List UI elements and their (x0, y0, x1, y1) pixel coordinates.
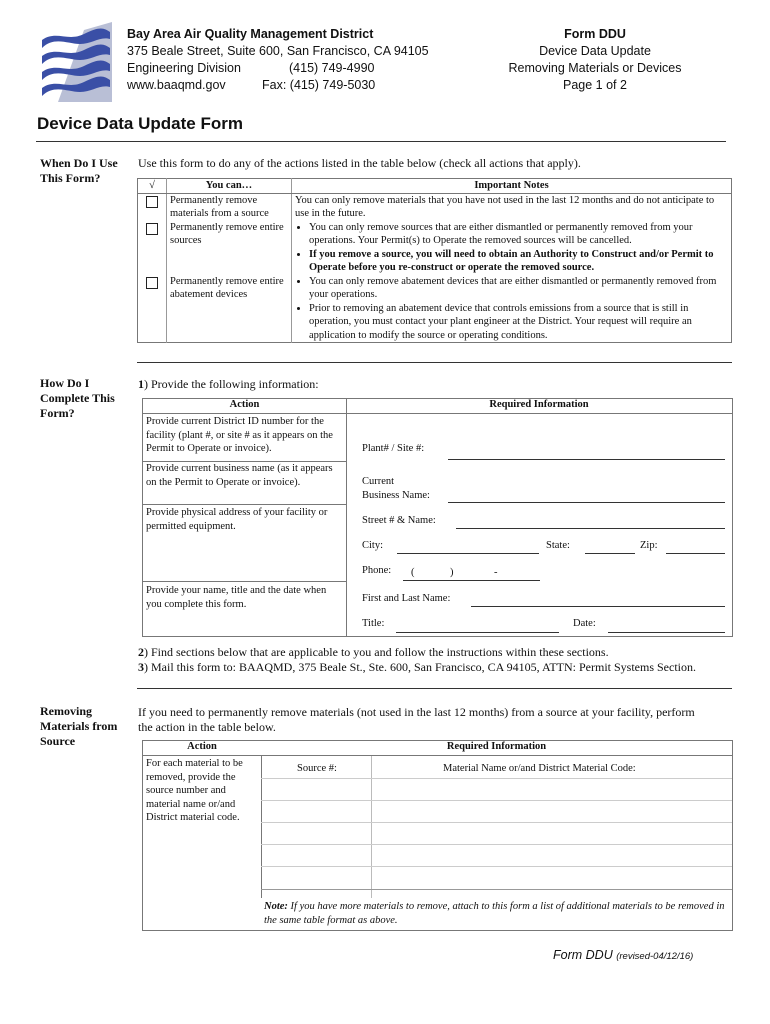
material-row-line[interactable] (261, 822, 732, 823)
phone-dash: - (494, 567, 498, 578)
note-bullet: • Prior to removing an abatement device that controls emissions from a source that is still in operation, you must contact your plant engineer at the District. Your request will require an application to modify the source or operating conditions. (309, 302, 728, 343)
org-address: 375 Beale Street, Suite 600, San Francisco, CA 94105 (127, 44, 429, 58)
step-1: 1) Provide the following information: (138, 377, 319, 391)
step-2: 2) Find sections below that are applicable to you and follow the instructions within these sections. (138, 645, 609, 659)
action-name-title: Provide your name, title and the date when you complete this form. (146, 585, 327, 610)
full-name-label: First and Last Name: (362, 593, 451, 604)
action-remove-materials: Permanently remove materials from a source (167, 193, 292, 221)
action-remove-sources: Permanently remove entire sources (167, 221, 292, 275)
materials-note: Note: If you have more materials to remove, attach to this form a list of additional materials to be removed in the same table format as above. (264, 901, 725, 926)
check-column-header: √ (138, 179, 167, 194)
note-bullet: • You can only remove sources that are either dismantled or permanently removed from your operations. Your Permit(s) to Operate the removed sources will be cancelled. (309, 221, 728, 248)
page-number: Page 1 of 2 (563, 78, 627, 92)
source-number-label: Source #: (297, 763, 337, 774)
note-bullet-warning: • If you remove a source, you will need to obtain an Authority to Construct and/or Permit to Operate before you re-construct or operate the removed source. (309, 248, 728, 275)
required-column-header: Required Information (346, 399, 732, 414)
street-field[interactable] (456, 528, 725, 529)
material-row-line[interactable] (261, 866, 732, 867)
material-code-label: Material Name or/and District Material Code: (443, 763, 636, 774)
job-title-label: Title: (362, 618, 385, 629)
street-label: Street # & Name: (362, 515, 436, 526)
required-column-header: Required Information (261, 741, 732, 756)
section-when-heading: When Do I Use This Form? (40, 156, 118, 185)
date-field[interactable] (608, 632, 725, 633)
website: www.baaqmd.gov (127, 78, 226, 92)
date-label: Date: (573, 618, 596, 629)
note-bullet: • You can only remove abatement devices that are either dismantled or permanently removed from your operations. (309, 275, 728, 302)
action-remove-abatement: Permanently remove entire abatement devices (167, 275, 292, 343)
baaqmd-logo (40, 22, 112, 102)
phone-label: Phone: (362, 565, 392, 576)
zip-label: Zip: (640, 540, 658, 551)
action-address: Provide physical address of your facility or permitted equipment. (146, 507, 328, 532)
required-info-table (142, 398, 733, 637)
action-district-id: Provide current District ID number for the facility (plant #, or site # as it appears on the Permit to Operate or invoice). (146, 416, 333, 454)
page-title: Device Data Update Form (37, 114, 243, 133)
step-3: 3) Mail this form to: BAAQMD, 375 Beale St., Ste. 600, San Francisco, CA 94105, ATTN: Permit Systems Section. (138, 660, 696, 674)
state-label: State: (546, 540, 570, 551)
form-subtitle: Removing Materials or Devices (508, 61, 682, 75)
plant-site-field[interactable] (448, 459, 725, 460)
city-field[interactable] (397, 553, 539, 554)
notes-column-header: Important Notes (292, 179, 732, 194)
action-column-header: Action (143, 399, 346, 414)
header-form-info (500, 26, 690, 94)
remove-abatement-checkbox[interactable] (146, 277, 158, 289)
title-divider (36, 141, 726, 142)
remove-sources-checkbox[interactable] (146, 223, 158, 235)
materials-action-text: For each material to be removed, provide the source number and material name or/and District material code. (146, 758, 243, 823)
form-id: Form DDU (564, 27, 626, 41)
header-agency-info (127, 26, 429, 94)
city-label: City: (362, 540, 384, 551)
fax: Fax: (415) 749-5030 (262, 78, 376, 92)
material-row-line[interactable] (261, 800, 732, 801)
division: Engineering Division (127, 61, 241, 75)
material-row-line[interactable] (261, 778, 732, 779)
full-name-field[interactable] (471, 606, 725, 607)
job-title-field[interactable] (396, 632, 559, 633)
zip-field[interactable] (666, 553, 725, 554)
note-remove-sources (292, 221, 732, 275)
actions-table (137, 178, 732, 343)
section-how-heading: How Do I Complete This Form? (40, 376, 115, 420)
note-remove-abatement (292, 275, 732, 343)
business-name-label: Current Business Name: (362, 476, 430, 501)
materials-table (142, 740, 733, 931)
state-field[interactable] (585, 553, 635, 554)
material-row-line (261, 889, 732, 890)
phone: (415) 749-4990 (289, 61, 375, 75)
footer-form-revision: Form DDU (revised-04/12/16) (553, 948, 694, 962)
phone-field[interactable] (403, 580, 540, 581)
section-divider (137, 688, 732, 689)
section-removing-heading: Removing Materials from Source (40, 704, 118, 748)
section-when-intro: Use this form to do any of the actions listed in the table below (check all actions that apply). (138, 156, 581, 170)
remove-materials-checkbox[interactable] (146, 196, 158, 208)
material-row-line[interactable] (261, 844, 732, 845)
phone-paren-open: ( (411, 567, 415, 578)
you-can-column-header: You can… (167, 179, 292, 194)
section-removing-intro: If you need to permanently remove materials (not used in the last 12 months) from a source at your facility, perform the action in the table below. (138, 705, 695, 734)
section-divider (137, 362, 732, 363)
action-column-header: Action (143, 741, 261, 756)
action-business-name: Provide current business name (as it appears on the Permit to Operate or invoice). (146, 463, 333, 488)
plant-site-label: Plant# / Site #: (362, 443, 425, 454)
phone-paren-close: ) (450, 567, 454, 578)
form-name: Device Data Update (539, 44, 651, 58)
note-remove-materials: You can only remove materials that you have not used in the last 12 months and do not anticipate to use in the future. (295, 194, 715, 219)
org-name: Bay Area Air Quality Management District (127, 27, 374, 41)
business-name-field[interactable] (448, 502, 725, 503)
